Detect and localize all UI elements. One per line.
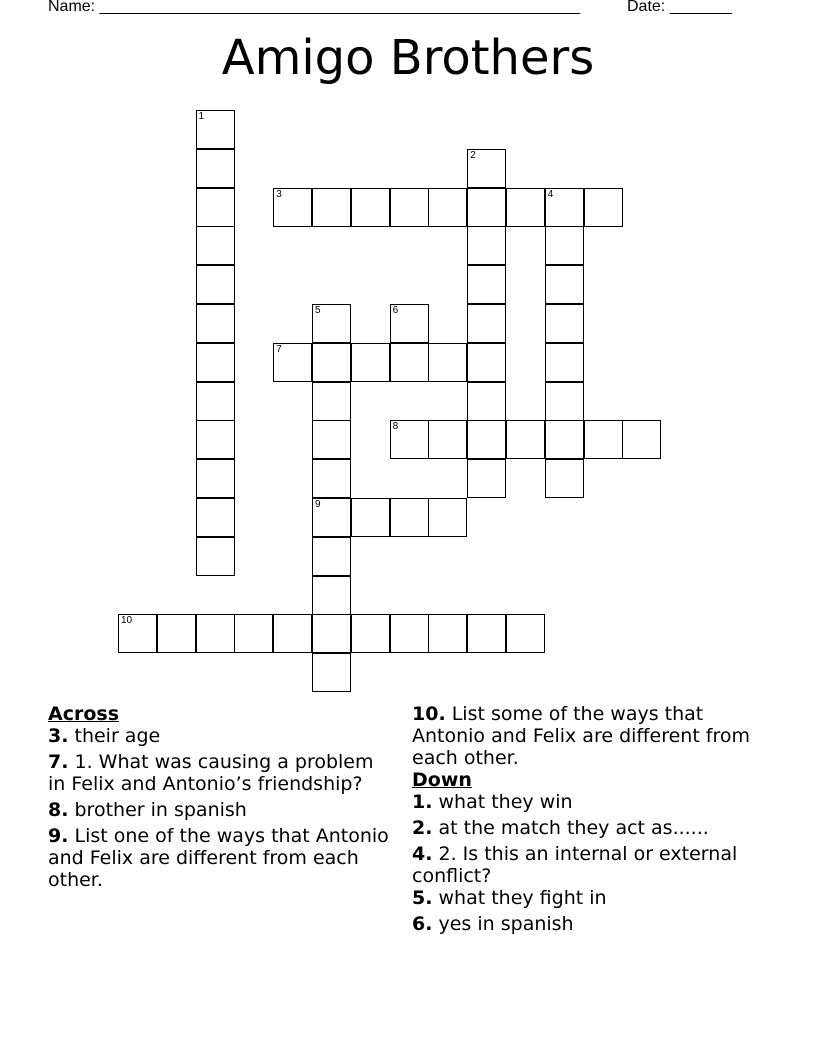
grid-cell[interactable] (312, 498, 351, 537)
grid-cell[interactable] (428, 614, 467, 653)
cell-number: 5 (315, 305, 321, 316)
grid-cell[interactable] (312, 420, 351, 459)
grid-cell[interactable] (545, 343, 584, 382)
clue-number: 8. (48, 799, 69, 821)
down-heading: Down (412, 769, 472, 791)
grid-cell[interactable] (428, 498, 467, 537)
grid-cell[interactable] (312, 459, 351, 498)
clue-number: 9. (48, 825, 69, 847)
grid-cell[interactable] (390, 420, 429, 459)
grid-cell[interactable] (545, 265, 584, 304)
grid-cell[interactable] (545, 420, 584, 459)
grid-cell[interactable] (584, 420, 623, 459)
grid-cell[interactable] (390, 498, 429, 537)
down-clue (412, 791, 762, 813)
clue-number: 3. (48, 725, 69, 747)
grid-cell[interactable] (545, 304, 584, 343)
cell-number: 7 (276, 343, 282, 355)
across-clue (48, 799, 393, 821)
cell-number: 6 (392, 305, 399, 316)
down-clue (412, 817, 762, 839)
clue-number: 1. (412, 791, 433, 813)
clue-text: their age (74, 725, 161, 747)
grid-cell[interactable] (234, 614, 273, 653)
grid-cell[interactable] (273, 614, 312, 653)
cell-number: 4 (547, 188, 554, 200)
across-clue (412, 703, 762, 769)
grid-cell[interactable] (467, 188, 506, 227)
cell-number: 8 (392, 421, 399, 433)
clue-text: 2. Is this an internal or external conflict? (412, 843, 738, 887)
cell-number: 10 (121, 615, 133, 627)
grid-cell[interactable] (506, 614, 545, 653)
grid-cell[interactable] (467, 382, 506, 421)
grid-cell[interactable] (196, 614, 235, 653)
clue-text: yes in spanish (438, 913, 574, 935)
grid-cell[interactable] (545, 226, 584, 265)
cell-number: 2 (470, 149, 476, 161)
clue-text: 1. What was causing a problem in Felix and Antonio’s friendship? (48, 751, 374, 795)
grid-cell[interactable] (312, 304, 351, 343)
grid-cell[interactable] (312, 653, 351, 692)
date-line: Date: _______ (627, 0, 732, 15)
down-clue (412, 887, 762, 909)
grid-cell[interactable] (196, 459, 235, 498)
clue-number: 6. (412, 913, 433, 935)
grid-cell[interactable] (196, 226, 235, 265)
clue-number: 5. (412, 887, 433, 909)
grid-cell[interactable] (312, 576, 351, 615)
grid-cell[interactable] (196, 188, 235, 227)
grid-cell[interactable] (196, 265, 235, 304)
puzzle-title: Amigo Brothers (221, 30, 595, 86)
grid-cell[interactable] (196, 498, 235, 537)
grid-cell[interactable] (196, 420, 235, 459)
grid-cell[interactable] (428, 188, 467, 227)
clue-number: 7. (48, 751, 69, 773)
clue-text: List one of the ways that Antonio and Felix are different from each other. (48, 825, 389, 891)
grid-cell[interactable] (196, 110, 235, 149)
cell-number: 9 (315, 499, 321, 510)
grid-cell[interactable] (196, 149, 235, 188)
grid-cell[interactable] (351, 614, 390, 653)
grid-cell[interactable] (196, 537, 235, 576)
clue-text: at the match they act as...... (438, 817, 709, 839)
clue-text: what they fight in (438, 887, 607, 909)
grid-cell[interactable] (390, 304, 429, 343)
grid-cell[interactable] (545, 382, 584, 421)
grid-cell[interactable] (157, 614, 196, 653)
grid-cell[interactable] (312, 382, 351, 421)
clue-number: 4. (412, 843, 433, 865)
grid-cell[interactable] (506, 188, 545, 227)
clue-number: 10. (412, 703, 446, 725)
grid-cell[interactable] (467, 420, 506, 459)
grid-cell[interactable] (196, 304, 235, 343)
grid-cell[interactable] (390, 614, 429, 653)
name-line: Name: ______________________________________________________ (48, 0, 581, 15)
grid-cell[interactable] (467, 226, 506, 265)
grid-cell[interactable] (584, 188, 623, 227)
grid-cell[interactable] (467, 343, 506, 382)
grid-cell[interactable] (118, 614, 157, 653)
grid-cell[interactable] (428, 420, 467, 459)
grid-cell[interactable] (622, 420, 661, 459)
grid-cell[interactable] (273, 343, 312, 382)
down-clue (412, 843, 762, 887)
grid-cell[interactable] (545, 459, 584, 498)
grid-cell[interactable] (428, 343, 467, 382)
grid-cell[interactable] (545, 188, 584, 227)
across-clue (48, 725, 393, 747)
grid-cell[interactable] (390, 343, 429, 382)
clue-text: brother in spanish (74, 799, 247, 821)
grid-cell[interactable] (196, 382, 235, 421)
clue-number: 2. (412, 817, 433, 839)
grid-cell[interactable] (196, 343, 235, 382)
grid-cell[interactable] (351, 343, 390, 382)
clues-left-column (48, 703, 393, 895)
down-clue (412, 913, 762, 935)
grid-cell[interactable] (467, 265, 506, 304)
grid-cell[interactable] (467, 149, 506, 188)
grid-cell[interactable] (467, 459, 506, 498)
grid-cell[interactable] (351, 498, 390, 537)
grid-cell[interactable] (390, 188, 429, 227)
across-heading: Across (48, 703, 120, 725)
grid-cell[interactable] (351, 188, 390, 227)
grid-cell[interactable] (312, 537, 351, 576)
across-clue (48, 825, 393, 891)
grid-cell[interactable] (467, 614, 506, 653)
across-clue (48, 751, 393, 795)
grid-cell[interactable] (467, 304, 506, 343)
clues-right-column (412, 703, 762, 939)
clue-text: List some of the ways that Antonio and Felix are different from each other. (412, 703, 751, 769)
grid-cell[interactable] (312, 343, 351, 382)
grid-cell[interactable] (273, 188, 312, 227)
grid-cell[interactable] (506, 420, 545, 459)
clue-text: what they win (438, 791, 573, 813)
cell-number: 3 (276, 188, 282, 200)
grid-cell[interactable] (312, 188, 351, 227)
grid-cell[interactable] (312, 614, 351, 653)
cell-number: 1 (198, 111, 205, 122)
